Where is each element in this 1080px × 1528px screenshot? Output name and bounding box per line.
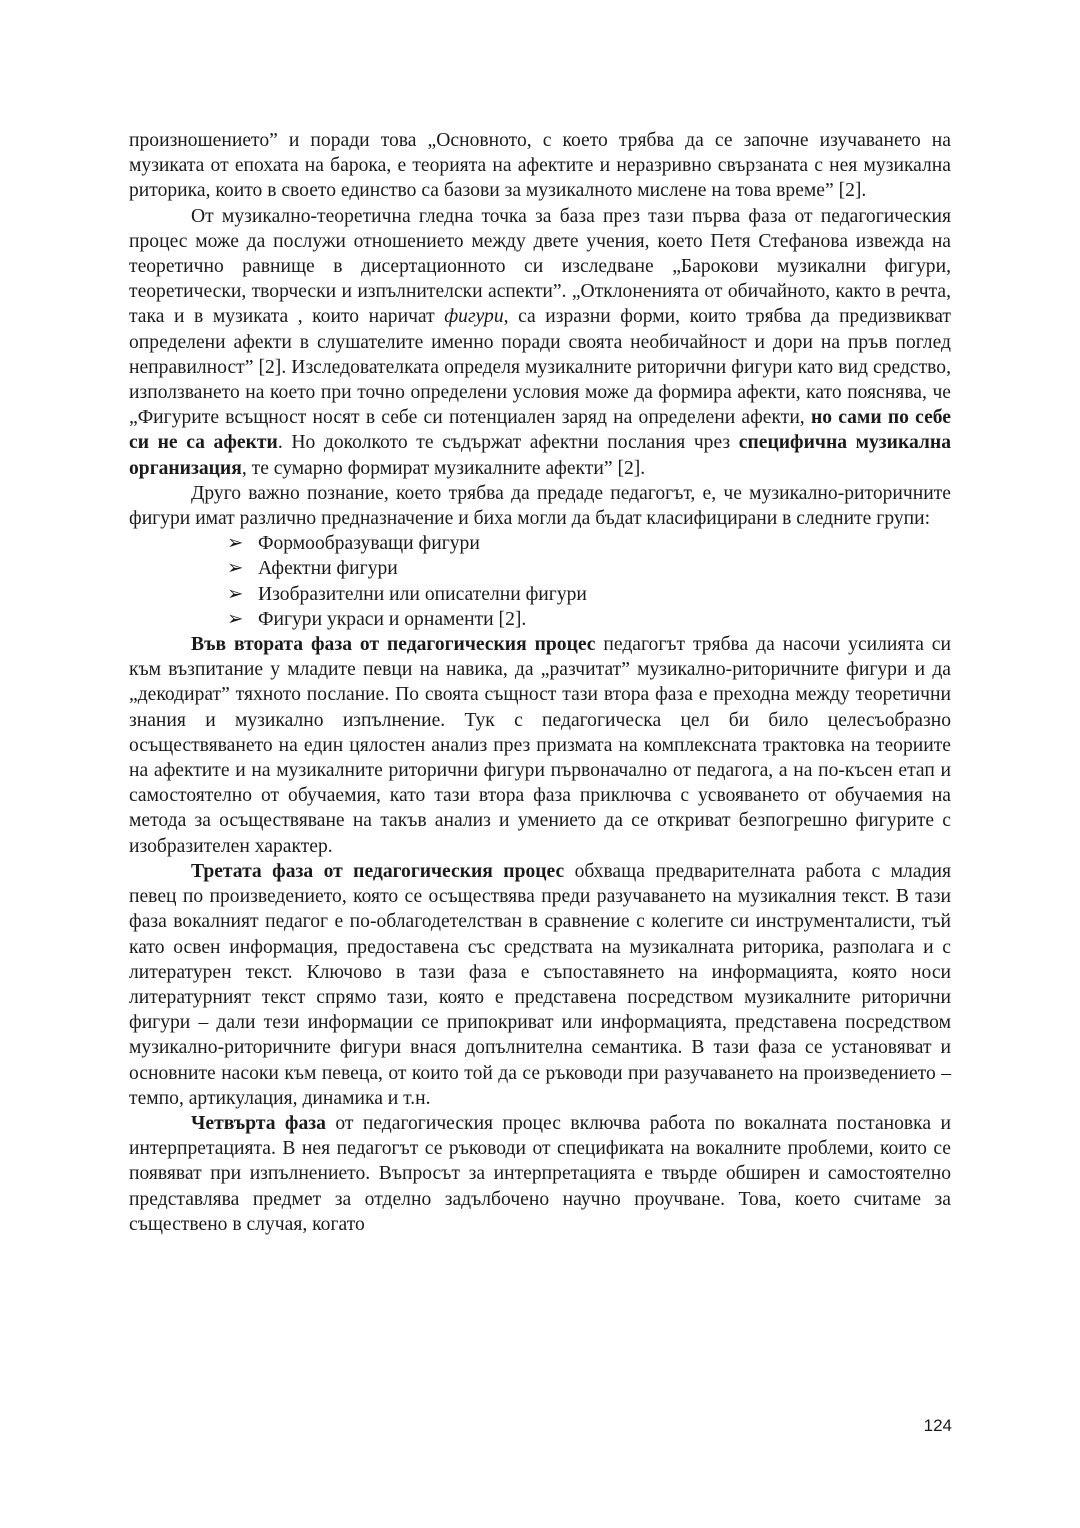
paragraph-4: Във втората фаза от педагогическия процес педагогът трябва да насочи усилията си към възпитание у младите певци на навика, да „разчитат” музикално-риторичните фигури и да „декодират” тяхното послание. По своята същност тази втора фаза е преходна между теоретични знания и музикално изпълнение. Тук с педагогическа цел би било целесъобразно осъществяването на един цялостен анализ през призмата на комплексната трактовка на теориите на афектите и на музикалните риторични фигури първоначално от педагога, а на по-късен етап и самостоятелно от обучаемия, като тази втора фаза приключва с усвояването от обучаемия на метода за осъществяване на такъв анализ и умението да се откриват безпогрешно фигурите с изобразителен характер.	[129, 634, 951, 857]
arrow-bullet-icon: ➢	[227, 583, 244, 605]
arrow-bullet-icon: ➢	[227, 533, 244, 555]
list-item: ➢ Формообразуващи фигури	[227, 531, 951, 556]
paragraph-3: Друго важно познание, което трябва да предаде педагогът, е, че музикално-риторичните фигури имат различно предназначение и биха могли да бъдат класифицирани в следните групи:	[129, 482, 951, 530]
figure-groups-list	[129, 531, 951, 632]
bold-heading: Четвърта фаза	[191, 1112, 326, 1134]
bold-emphasis: но сами по себе си не са афекти	[129, 407, 951, 454]
arrow-bullet-icon: ➢	[227, 608, 244, 630]
paragraph-1: произношението” и поради това „Основното, с което трябва да се започне изучаването на музиката от епохата на барока, е теорията на афектите и неразривно свързаната с нея музикална риторика, които в своето единство са базови за музикалното мислене на това време” [2].	[129, 130, 951, 202]
paragraph-6: Четвърта фаза от педагогическия процес включва работа по вокалната постановка и интерпретацията. В нея педагогът се ръководи от спецификата на вокалните проблеми, които се появяват при изпълнението. Въпросът за интерпретацията е твърде обширен и самостоятелно представлява предмет за отделно задълбочено научно проучване. Това, което считаме за съществено в случая, когато	[129, 1112, 951, 1235]
page-number: 124	[923, 1416, 952, 1435]
list-item: ➢ Изобразителни или описателни фигури	[227, 582, 951, 607]
list-item: ➢ Фигури украси и орнаменти [2].	[227, 607, 951, 632]
paragraph-5: Третата фаза от педагогическия процес обхваща предварителната работа с младия певец по произведението, която се осъществява преди разучаването на музикалния текст. В тази фаза вокалният педагог е по-облагодетелстван в сравнение с колегите си инструменталисти, тъй като освен информация, предоставена със средствата на музикалната риторика, разполага и с литературен текст. Ключово в тази фаза е съпоставянето на информацията, която носи литературният текст спрямо тази, която е представена посредством музикалните риторични фигури – дали тези информации се припокриват или информацията, представена посредством музикално-риторичните фигури внася допълнителна семантика. В тази фаза се установяват и основните насоки към певеца, от които той да се ръководи при разучаването на произведението – темпо, артикулация, динамика и т.н.	[129, 860, 951, 1109]
bold-emphasis: специфична музикална организация	[129, 432, 951, 479]
italic-term: фигури	[444, 306, 504, 328]
bold-heading: Третата фаза от педагогическия процес	[191, 860, 565, 882]
list-item: ➢ Афектни фигури	[227, 556, 951, 581]
page-body	[129, 128, 951, 1237]
arrow-bullet-icon: ➢	[227, 558, 244, 580]
bold-heading: Във втората фаза от педагогическия процес	[191, 634, 596, 656]
paragraph-2: От музикално-теоретична гледна точка за база през тази първа фаза от педагогическия процес може да послужи отношението между двете учения, което Петя Стефанова извежда на теоретично равнище в дисертационното си изследване „Барокови музикални фигури, теоретически, творчески и изпълнителски аспекти”. „Отклоненията от обичайното, както в речта, така и в музиката , които наричат фигури, са изразни форми, които трябва да предизвикват определени афекти в слушателите именно поради своята необичайност и дори на пръв поглед неправилност” [2]. Изследователката определя музикалните риторични фигури като вид средство, използването на което при точно определени условия може да формира афекти, като пояснява, че „Фигурите всъщност носят в себе си потенциален заряд на определени афекти, но сами по себе си не са афекти. Но доколкото те съдържат афектни послания чрез специфична музикална организация, те сумарно формират музикалните афекти” [2].	[129, 205, 951, 479]
